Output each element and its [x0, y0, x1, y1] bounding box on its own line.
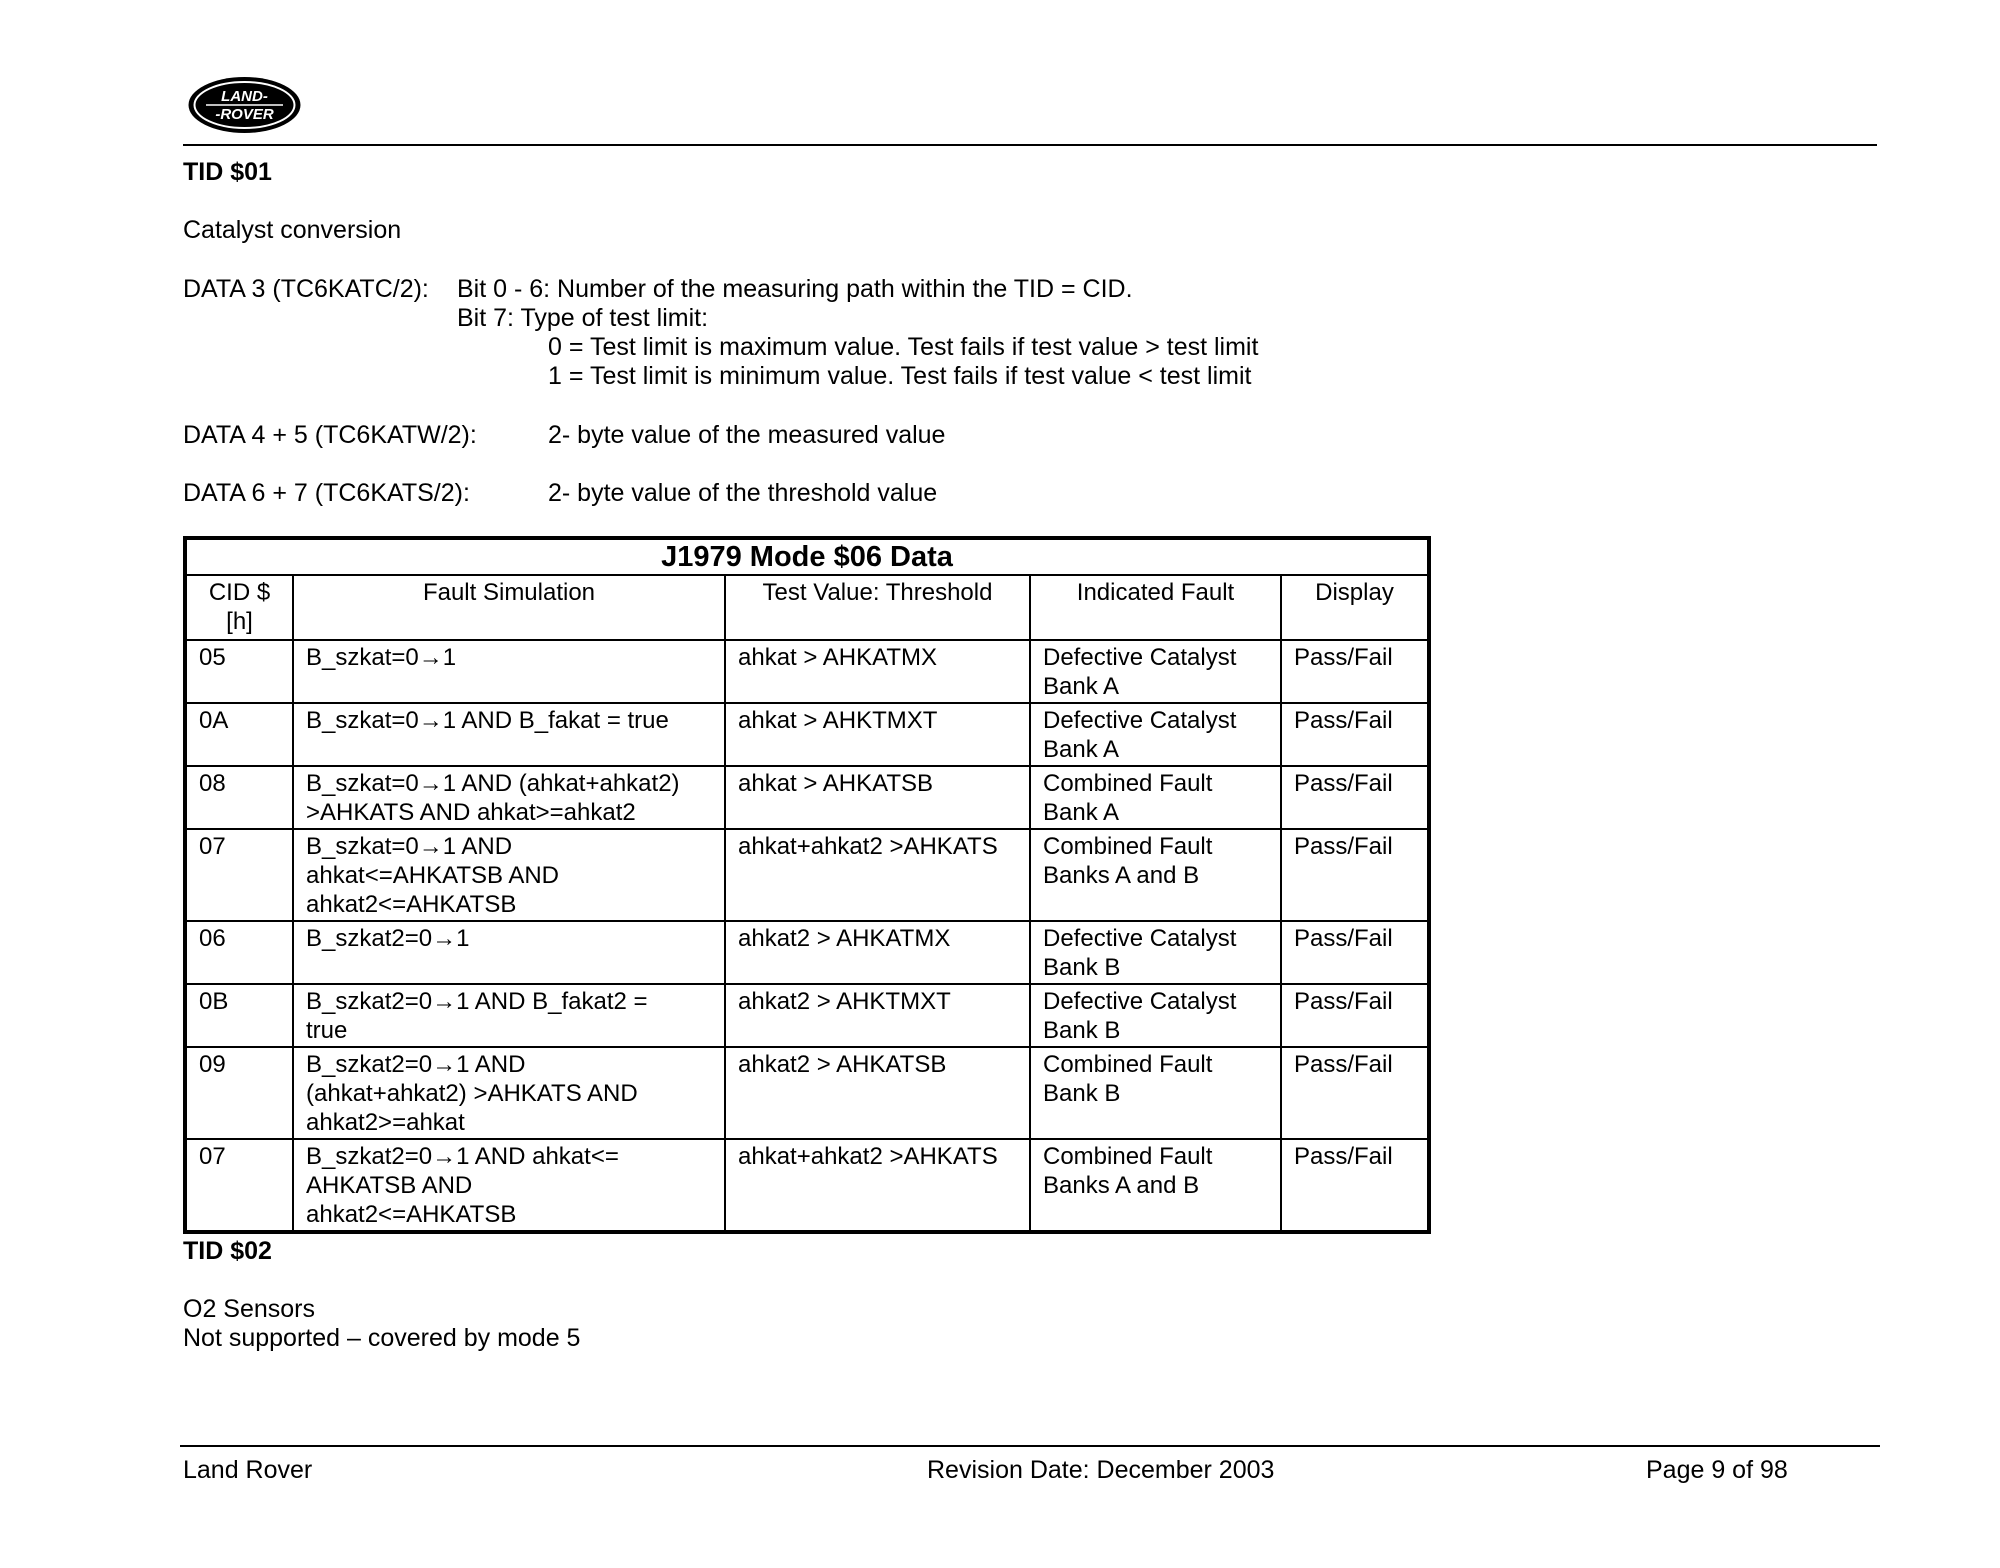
data3-bit7: Bit 7: Type of test limit:: [457, 304, 709, 332]
cell-display: Pass/Fail: [1281, 703, 1429, 766]
header-fault-simulation: Fault Simulation: [293, 575, 725, 640]
cell-display: Pass/Fail: [1281, 1047, 1429, 1139]
data45-value: 2- byte value of the measured value: [548, 421, 946, 449]
data67-value: 2- byte value of the threshold value: [548, 479, 938, 507]
header-cid-line2: [h]: [226, 608, 253, 635]
cell-cid: 05: [185, 640, 293, 703]
cell-fault-simulation: [293, 640, 725, 703]
sim-line: ahkat2<=AHKATSB: [306, 891, 517, 918]
fault-line: Combined Fault: [1043, 1143, 1213, 1170]
fault-line: Defective Catalyst: [1043, 988, 1237, 1015]
data45-label: DATA 4 + 5 (TC6KATW/2):: [183, 421, 477, 449]
cell-fault-simulation: [293, 703, 725, 766]
cell-display: Pass/Fail: [1281, 766, 1429, 829]
cell-test-value: ahkat2 > AHKATSB: [725, 1047, 1030, 1139]
land-rover-logo: [186, 75, 303, 135]
cell-test-value: ahkat2 > AHKTMXT: [725, 984, 1030, 1047]
sim-line: B_szkat=0→1 AND: [306, 833, 513, 860]
cell-indicated-fault: [1030, 921, 1281, 984]
data3-limit0: 0 = Test limit is maximum value. Test fails if test value > test limit: [548, 333, 1259, 361]
tid01-heading: TID $01: [183, 158, 272, 186]
sim-line: >AHKATS AND ahkat>=ahkat2: [306, 799, 636, 826]
sim-line: ahkat2<=AHKATSB: [306, 1201, 517, 1228]
tid02-line2: Not supported – covered by mode 5: [183, 1324, 581, 1352]
data3-label: DATA 3 (TC6KATC/2):: [183, 275, 429, 303]
cell-cid: 06: [185, 921, 293, 984]
logo-text-top: LAND-: [221, 88, 268, 105]
cell-test-value: ahkat2 > AHKATMX: [725, 921, 1030, 984]
cell-cid: 07: [185, 1139, 293, 1232]
table-row: [185, 921, 1429, 984]
cell-display: Pass/Fail: [1281, 829, 1429, 921]
data3-bit06: Bit 0 - 6: Number of the measuring path within the TID = CID.: [457, 275, 1133, 303]
cell-display: Pass/Fail: [1281, 640, 1429, 703]
header-indicated-fault: Indicated Fault: [1030, 575, 1281, 640]
cell-display: Pass/Fail: [1281, 984, 1429, 1047]
fault-line: Combined Fault: [1043, 1051, 1213, 1078]
footer-right: Page 9 of 98: [1646, 1456, 1788, 1484]
cell-indicated-fault: [1030, 703, 1281, 766]
data3-limit1: 1 = Test limit is minimum value. Test fails if test value < test limit: [548, 362, 1252, 390]
header-test-value: Test Value: Threshold: [725, 575, 1030, 640]
cell-test-value: ahkat > AHKTMXT: [725, 703, 1030, 766]
cell-fault-simulation: [293, 766, 725, 829]
fault-line: Defective Catalyst: [1043, 707, 1237, 734]
fault-line: Bank B: [1043, 1017, 1121, 1044]
footer-center: Revision Date: December 2003: [927, 1456, 1275, 1484]
cell-indicated-fault: [1030, 829, 1281, 921]
cell-display: Pass/Fail: [1281, 921, 1429, 984]
table-row: [185, 766, 1429, 829]
cell-indicated-fault: [1030, 984, 1281, 1047]
cell-indicated-fault: [1030, 766, 1281, 829]
fault-line: Combined Fault: [1043, 833, 1213, 860]
header-rule: [183, 144, 1877, 146]
table-row: [185, 640, 1429, 703]
tid01-subtitle: Catalyst conversion: [183, 216, 402, 244]
cell-fault-simulation: [293, 984, 725, 1047]
cell-display: Pass/Fail: [1281, 1139, 1429, 1232]
sim-line: ahkat<=AHKATSB AND: [306, 862, 560, 889]
fault-line: Bank A: [1043, 736, 1120, 763]
cell-fault-simulation: [293, 1047, 725, 1139]
cell-test-value: ahkat > AHKATMX: [725, 640, 1030, 703]
cell-cid: 08: [185, 766, 293, 829]
fault-line: Bank A: [1043, 799, 1120, 826]
sim-line: B_szkat2=0→1: [306, 925, 470, 952]
table-title: J1979 Mode $06 Data: [185, 538, 1429, 575]
header-display: Display: [1281, 575, 1429, 640]
fault-line: Banks A and B: [1043, 862, 1200, 889]
cell-indicated-fault: [1030, 640, 1281, 703]
table-row: [185, 829, 1429, 921]
table-row: [185, 984, 1429, 1047]
sim-line: AHKATSB AND: [306, 1172, 473, 1199]
table-row: [185, 1139, 1429, 1232]
cell-indicated-fault: [1030, 1047, 1281, 1139]
sim-line: B_szkat2=0→1 AND B_fakat2 =: [306, 988, 648, 1015]
cell-fault-simulation: [293, 921, 725, 984]
sim-line: (ahkat+ahkat2) >AHKATS AND: [306, 1080, 638, 1107]
fault-line: Bank B: [1043, 1080, 1121, 1107]
sim-line: B_szkat=0→1 AND (ahkat+ahkat2): [306, 770, 680, 797]
footer-rule: [180, 1445, 1880, 1447]
tid02-line1: O2 Sensors: [183, 1295, 316, 1323]
cell-cid: 0B: [185, 984, 293, 1047]
cell-test-value: ahkat > AHKATSB: [725, 766, 1030, 829]
cell-fault-simulation: [293, 829, 725, 921]
table-header-row: [185, 575, 1429, 640]
data67-label: DATA 6 + 7 (TC6KATS/2):: [183, 479, 470, 507]
cell-cid: 07: [185, 829, 293, 921]
sim-line: B_szkat2=0→1 AND: [306, 1051, 526, 1078]
mode06-table: [183, 536, 1431, 1234]
fault-line: Combined Fault: [1043, 770, 1213, 797]
sim-line: true: [306, 1017, 348, 1044]
tid02-heading: TID $02: [183, 1237, 272, 1265]
cell-fault-simulation: [293, 1139, 725, 1232]
cell-cid: 0A: [185, 703, 293, 766]
sim-line: B_szkat=0→1: [306, 644, 457, 671]
fault-line: Defective Catalyst: [1043, 644, 1237, 671]
fault-line: Bank B: [1043, 954, 1121, 981]
fault-line: Banks A and B: [1043, 1172, 1200, 1199]
cell-cid: 09: [185, 1047, 293, 1139]
logo-text-bottom: -ROVER: [215, 106, 274, 123]
footer-left: Land Rover: [183, 1456, 313, 1484]
cell-test-value: ahkat+ahkat2 >AHKATS: [725, 1139, 1030, 1232]
fault-line: Defective Catalyst: [1043, 925, 1237, 952]
cell-test-value: ahkat+ahkat2 >AHKATS: [725, 829, 1030, 921]
sim-line: B_szkat2=0→1 AND ahkat<=: [306, 1143, 619, 1170]
fault-line: Bank A: [1043, 673, 1120, 700]
header-cid-line1: CID $: [208, 579, 271, 606]
header-cid: [185, 575, 293, 640]
sim-line: ahkat2>=ahkat: [306, 1109, 465, 1136]
table-row: [185, 1047, 1429, 1139]
cell-indicated-fault: [1030, 1139, 1281, 1232]
sim-line: B_szkat=0→1 AND B_fakat = true: [306, 707, 669, 734]
table-row: [185, 703, 1429, 766]
